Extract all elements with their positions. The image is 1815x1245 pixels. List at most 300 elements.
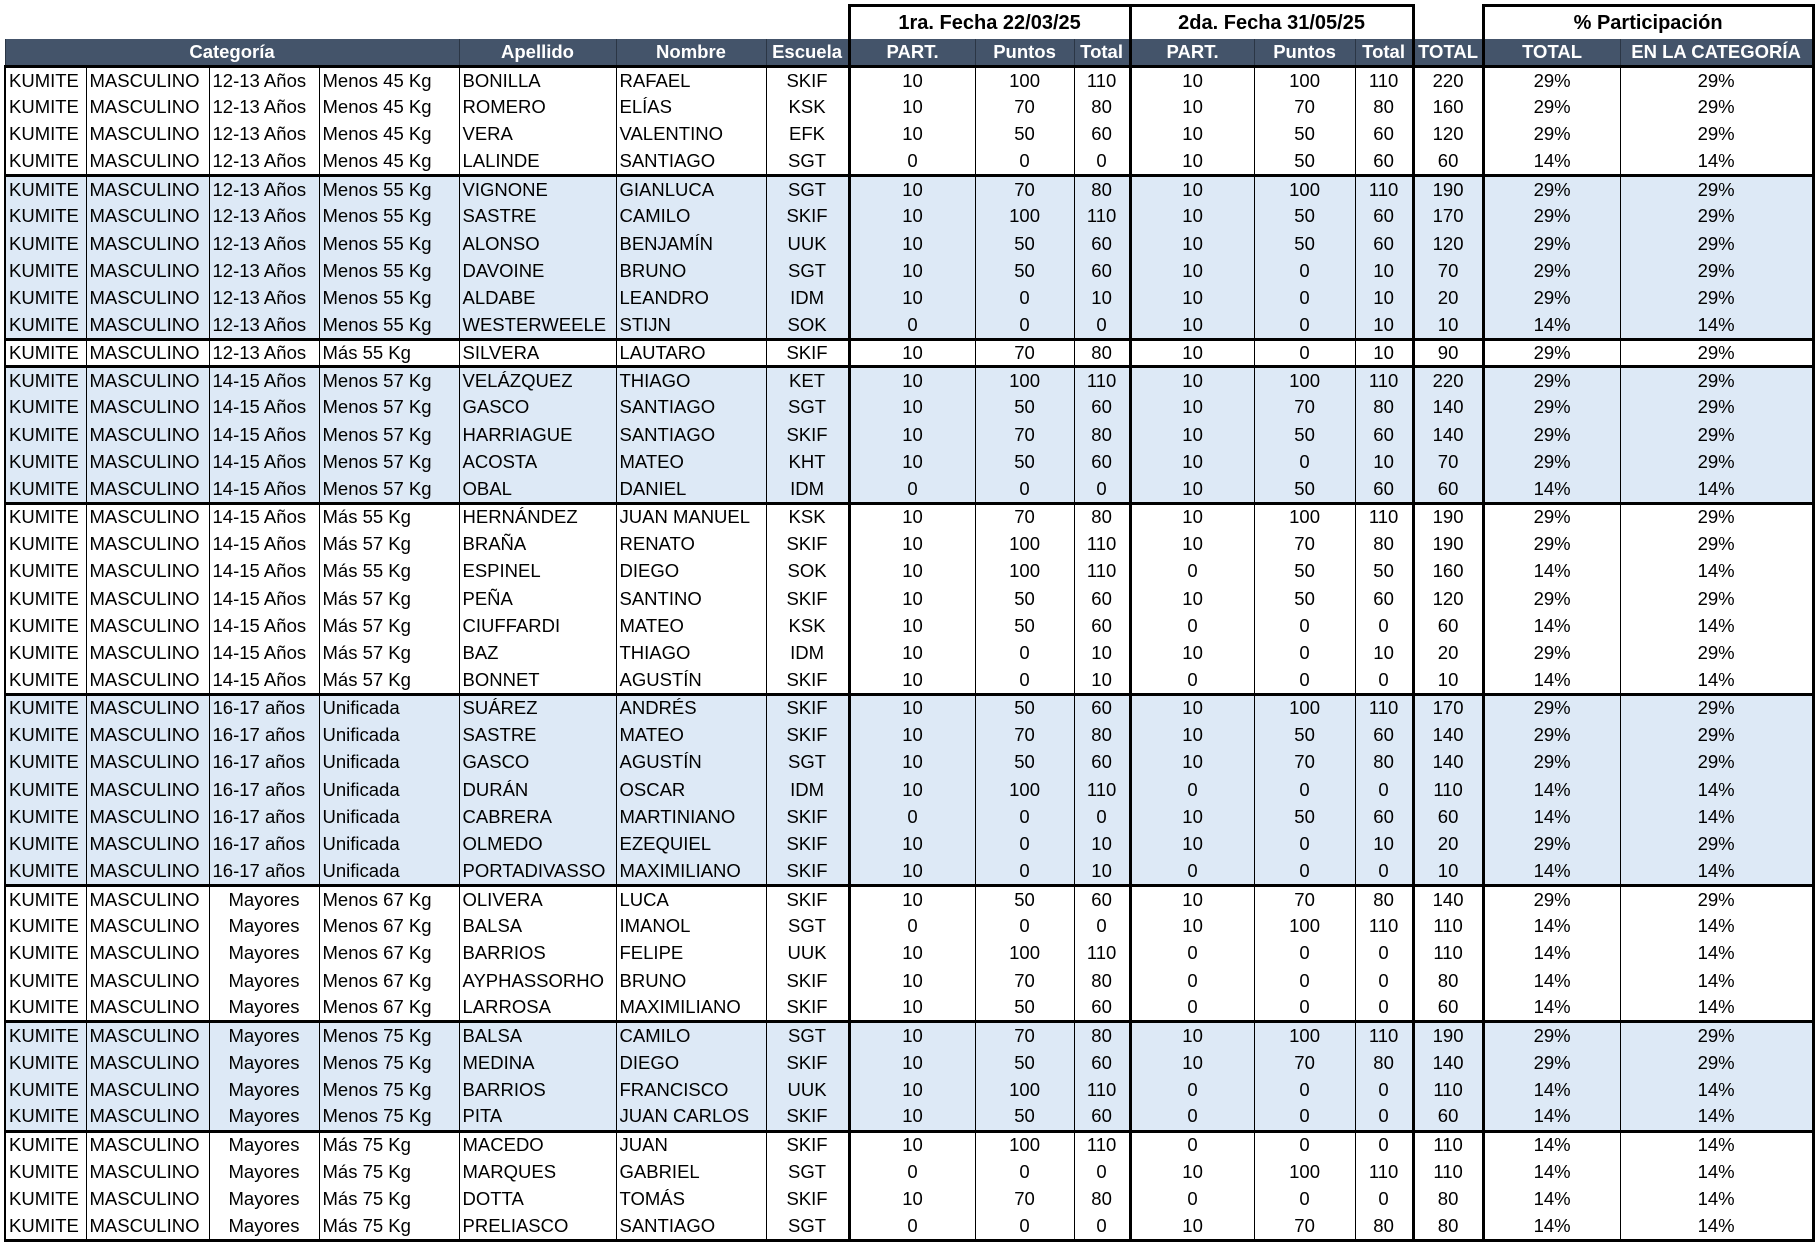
cell-modalidad[interactable]: KUMITE	[5, 1022, 86, 1049]
cell-edad[interactable]: 16-17 años	[209, 804, 319, 831]
cell-pct-categoria[interactable]: 29%	[1620, 831, 1813, 858]
cell-nombre[interactable]: LAUTARO	[616, 339, 766, 366]
cell-genero[interactable]: MASCULINO	[86, 1213, 209, 1240]
cell-apellido[interactable]: ESPINEL	[459, 558, 616, 585]
cell-pct-total[interactable]: 29%	[1483, 503, 1620, 530]
cell-total1[interactable]: 0	[1074, 148, 1130, 175]
cell-escuela[interactable]: UUK	[766, 230, 849, 257]
cell-peso[interactable]: Menos 75 Kg	[319, 1049, 459, 1076]
cell-escuela[interactable]: SKIF	[766, 339, 849, 366]
cell-total[interactable]: 190	[1413, 176, 1483, 203]
cell-escuela[interactable]: SOK	[766, 312, 849, 339]
cell-modalidad[interactable]: KUMITE	[5, 995, 86, 1022]
cell-modalidad[interactable]: KUMITE	[5, 694, 86, 721]
cell-escuela[interactable]: SKIF	[766, 885, 849, 912]
cell-genero[interactable]: MASCULINO	[86, 230, 209, 257]
cell-total[interactable]: 60	[1413, 612, 1483, 639]
cell-total[interactable]: 120	[1413, 121, 1483, 148]
col-escuela[interactable]: Escuela	[766, 39, 849, 67]
cell-puntos2[interactable]: 70	[1254, 885, 1355, 912]
cell-genero[interactable]: MASCULINO	[86, 285, 209, 312]
cell-total2[interactable]: 0	[1355, 1104, 1413, 1131]
cell-edad[interactable]: Mayores	[209, 1076, 319, 1103]
cell-total2[interactable]: 110	[1355, 367, 1413, 394]
cell-part2[interactable]: 10	[1130, 285, 1254, 312]
cell-total2[interactable]: 0	[1355, 858, 1413, 885]
cell-genero[interactable]: MASCULINO	[86, 640, 209, 667]
cell-puntos2[interactable]: 100	[1254, 367, 1355, 394]
cell-nombre[interactable]: JUAN	[616, 1131, 766, 1158]
cell-total1[interactable]: 60	[1074, 121, 1130, 148]
cell-pct-categoria[interactable]: 29%	[1620, 339, 1813, 366]
cell-pct-total[interactable]: 14%	[1483, 858, 1620, 885]
cell-escuela[interactable]: UUK	[766, 1076, 849, 1103]
cell-peso[interactable]: Más 55 Kg	[319, 558, 459, 585]
cell-genero[interactable]: MASCULINO	[86, 1022, 209, 1049]
cell-edad[interactable]: Mayores	[209, 1022, 319, 1049]
cell-pct-categoria[interactable]: 14%	[1620, 612, 1813, 639]
cell-total2[interactable]: 110	[1355, 1022, 1413, 1049]
cell-apellido[interactable]: BALSA	[459, 1022, 616, 1049]
cell-part2[interactable]: 10	[1130, 694, 1254, 721]
cell-peso[interactable]: Menos 67 Kg	[319, 913, 459, 940]
cell-total[interactable]: 140	[1413, 885, 1483, 912]
cell-pct-total[interactable]: 29%	[1483, 831, 1620, 858]
cell-part1[interactable]: 10	[849, 858, 975, 885]
cell-puntos1[interactable]: 50	[975, 1049, 1074, 1076]
cell-total1[interactable]: 110	[1074, 367, 1130, 394]
cell-genero[interactable]: MASCULINO	[86, 1186, 209, 1213]
cell-genero[interactable]: MASCULINO	[86, 421, 209, 448]
cell-pct-total[interactable]: 29%	[1483, 421, 1620, 448]
cell-nombre[interactable]: BRUNO	[616, 967, 766, 994]
cell-total1[interactable]: 80	[1074, 722, 1130, 749]
cell-peso[interactable]: Menos 75 Kg	[319, 1076, 459, 1103]
cell-apellido[interactable]: OBAL	[459, 476, 616, 503]
cell-escuela[interactable]: SKIF	[766, 667, 849, 694]
cell-modalidad[interactable]: KUMITE	[5, 749, 86, 776]
cell-nombre[interactable]: JUAN CARLOS	[616, 1104, 766, 1131]
cell-apellido[interactable]: ALDABE	[459, 285, 616, 312]
cell-edad[interactable]: 16-17 años	[209, 858, 319, 885]
cell-nombre[interactable]: SANTINO	[616, 585, 766, 612]
cell-puntos1[interactable]: 100	[975, 776, 1074, 803]
cell-part1[interactable]: 10	[849, 449, 975, 476]
cell-puntos2[interactable]: 0	[1254, 776, 1355, 803]
cell-escuela[interactable]: KSK	[766, 612, 849, 639]
cell-genero[interactable]: MASCULINO	[86, 121, 209, 148]
cell-genero[interactable]: MASCULINO	[86, 558, 209, 585]
cell-apellido[interactable]: PORTADIVASSO	[459, 858, 616, 885]
cell-genero[interactable]: MASCULINO	[86, 612, 209, 639]
cell-puntos1[interactable]: 100	[975, 1076, 1074, 1103]
cell-nombre[interactable]: EZEQUIEL	[616, 831, 766, 858]
cell-part1[interactable]: 10	[849, 1049, 975, 1076]
cell-escuela[interactable]: UUK	[766, 940, 849, 967]
cell-total2[interactable]: 0	[1355, 667, 1413, 694]
cell-puntos1[interactable]: 100	[975, 367, 1074, 394]
cell-edad[interactable]: 14-15 Años	[209, 667, 319, 694]
cell-total1[interactable]: 60	[1074, 612, 1130, 639]
cell-pct-total[interactable]: 29%	[1483, 885, 1620, 912]
cell-escuela[interactable]: KSK	[766, 94, 849, 121]
cell-genero[interactable]: MASCULINO	[86, 1131, 209, 1158]
cell-edad[interactable]: 12-13 Años	[209, 203, 319, 230]
cell-total1[interactable]: 60	[1074, 885, 1130, 912]
cell-total2[interactable]: 60	[1355, 230, 1413, 257]
cell-edad[interactable]: Mayores	[209, 940, 319, 967]
cell-total1[interactable]: 60	[1074, 585, 1130, 612]
cell-part1[interactable]: 10	[849, 121, 975, 148]
cell-apellido[interactable]: VELÁZQUEZ	[459, 367, 616, 394]
cell-modalidad[interactable]: KUMITE	[5, 503, 86, 530]
cell-total[interactable]: 60	[1413, 995, 1483, 1022]
cell-puntos2[interactable]: 0	[1254, 667, 1355, 694]
cell-nombre[interactable]: GIANLUCA	[616, 176, 766, 203]
cell-pct-categoria[interactable]: 29%	[1620, 285, 1813, 312]
cell-puntos1[interactable]: 50	[975, 121, 1074, 148]
cell-puntos1[interactable]: 0	[975, 1158, 1074, 1185]
cell-edad[interactable]: 14-15 Años	[209, 367, 319, 394]
cell-peso[interactable]: Menos 55 Kg	[319, 285, 459, 312]
cell-total2[interactable]: 60	[1355, 421, 1413, 448]
cell-apellido[interactable]: BARRIOS	[459, 1076, 616, 1103]
cell-part2[interactable]: 10	[1130, 531, 1254, 558]
cell-puntos1[interactable]: 0	[975, 667, 1074, 694]
cell-pct-total[interactable]: 29%	[1483, 531, 1620, 558]
cell-part2[interactable]: 10	[1130, 339, 1254, 366]
cell-puntos1[interactable]: 100	[975, 531, 1074, 558]
cell-puntos1[interactable]: 70	[975, 94, 1074, 121]
cell-total[interactable]: 110	[1413, 776, 1483, 803]
cell-part1[interactable]: 10	[849, 367, 975, 394]
cell-apellido[interactable]: LALINDE	[459, 148, 616, 175]
col-nombre[interactable]: Nombre	[616, 39, 766, 67]
cell-total1[interactable]: 60	[1074, 394, 1130, 421]
cell-part1[interactable]: 10	[849, 558, 975, 585]
cell-apellido[interactable]: SUÁREZ	[459, 694, 616, 721]
cell-total2[interactable]: 60	[1355, 476, 1413, 503]
cell-escuela[interactable]: SKIF	[766, 722, 849, 749]
cell-total2[interactable]: 60	[1355, 121, 1413, 148]
col-part2[interactable]: PART.	[1130, 39, 1254, 67]
cell-modalidad[interactable]: KUMITE	[5, 476, 86, 503]
cell-pct-categoria[interactable]: 14%	[1620, 1186, 1813, 1213]
cell-escuela[interactable]: SGT	[766, 749, 849, 776]
cell-genero[interactable]: MASCULINO	[86, 203, 209, 230]
cell-total2[interactable]: 60	[1355, 804, 1413, 831]
cell-part2[interactable]: 10	[1130, 1213, 1254, 1240]
cell-part1[interactable]: 10	[849, 885, 975, 912]
cell-total1[interactable]: 60	[1074, 449, 1130, 476]
cell-genero[interactable]: MASCULINO	[86, 1049, 209, 1076]
cell-pct-total[interactable]: 14%	[1483, 940, 1620, 967]
cell-nombre[interactable]: DIEGO	[616, 1049, 766, 1076]
cell-puntos1[interactable]: 50	[975, 585, 1074, 612]
cell-apellido[interactable]: HERNÁNDEZ	[459, 503, 616, 530]
cell-apellido[interactable]: DURÁN	[459, 776, 616, 803]
cell-escuela[interactable]: SKIF	[766, 203, 849, 230]
cell-part2[interactable]: 10	[1130, 176, 1254, 203]
cell-part1[interactable]: 10	[849, 203, 975, 230]
cell-total1[interactable]: 0	[1074, 913, 1130, 940]
cell-escuela[interactable]: SKIF	[766, 967, 849, 994]
cell-pct-total[interactable]: 29%	[1483, 1049, 1620, 1076]
cell-total1[interactable]: 10	[1074, 640, 1130, 667]
cell-modalidad[interactable]: KUMITE	[5, 394, 86, 421]
cell-nombre[interactable]: SANTIAGO	[616, 421, 766, 448]
cell-genero[interactable]: MASCULINO	[86, 449, 209, 476]
col-pct-total[interactable]: TOTAL	[1483, 39, 1620, 67]
cell-nombre[interactable]: STIJN	[616, 312, 766, 339]
cell-total[interactable]: 110	[1413, 940, 1483, 967]
cell-part2[interactable]: 0	[1130, 558, 1254, 585]
cell-pct-total[interactable]: 29%	[1483, 94, 1620, 121]
cell-puntos2[interactable]: 0	[1254, 258, 1355, 285]
cell-total1[interactable]: 80	[1074, 503, 1130, 530]
cell-peso[interactable]: Menos 67 Kg	[319, 967, 459, 994]
cell-total[interactable]: 20	[1413, 831, 1483, 858]
cell-pct-categoria[interactable]: 14%	[1620, 148, 1813, 175]
cell-part1[interactable]: 10	[849, 694, 975, 721]
cell-part2[interactable]: 10	[1130, 230, 1254, 257]
cell-apellido[interactable]: ACOSTA	[459, 449, 616, 476]
col-categoria[interactable]: Categoría	[5, 39, 459, 67]
cell-total2[interactable]: 60	[1355, 148, 1413, 175]
cell-total[interactable]: 60	[1413, 1104, 1483, 1131]
cell-edad[interactable]: Mayores	[209, 1131, 319, 1158]
cell-pct-total[interactable]: 29%	[1483, 230, 1620, 257]
cell-part2[interactable]: 10	[1130, 121, 1254, 148]
cell-total2[interactable]: 60	[1355, 585, 1413, 612]
cell-total1[interactable]: 80	[1074, 967, 1130, 994]
cell-puntos1[interactable]: 70	[975, 1022, 1074, 1049]
cell-puntos1[interactable]: 70	[975, 503, 1074, 530]
cell-part2[interactable]: 0	[1130, 995, 1254, 1022]
cell-modalidad[interactable]: KUMITE	[5, 776, 86, 803]
cell-nombre[interactable]: RAFAEL	[616, 67, 766, 94]
cell-part1[interactable]: 10	[849, 94, 975, 121]
cell-part1[interactable]: 10	[849, 831, 975, 858]
cell-pct-total[interactable]: 14%	[1483, 913, 1620, 940]
cell-puntos1[interactable]: 0	[975, 148, 1074, 175]
cell-peso[interactable]: Menos 67 Kg	[319, 885, 459, 912]
cell-part1[interactable]: 10	[849, 285, 975, 312]
cell-total2[interactable]: 80	[1355, 749, 1413, 776]
cell-total2[interactable]: 10	[1355, 449, 1413, 476]
cell-edad[interactable]: 16-17 años	[209, 831, 319, 858]
cell-total1[interactable]: 110	[1074, 203, 1130, 230]
cell-pct-categoria[interactable]: 14%	[1620, 667, 1813, 694]
cell-modalidad[interactable]: KUMITE	[5, 558, 86, 585]
cell-pct-total[interactable]: 14%	[1483, 967, 1620, 994]
cell-part1[interactable]: 10	[849, 394, 975, 421]
cell-peso[interactable]: Menos 45 Kg	[319, 67, 459, 94]
cell-peso[interactable]: Unificada	[319, 749, 459, 776]
cell-nombre[interactable]: CAMILO	[616, 1022, 766, 1049]
cell-puntos1[interactable]: 50	[975, 694, 1074, 721]
cell-apellido[interactable]: PRELIASCO	[459, 1213, 616, 1240]
cell-total2[interactable]: 50	[1355, 558, 1413, 585]
cell-part2[interactable]: 0	[1130, 776, 1254, 803]
cell-total[interactable]: 120	[1413, 230, 1483, 257]
cell-genero[interactable]: MASCULINO	[86, 694, 209, 721]
cell-total[interactable]: 140	[1413, 421, 1483, 448]
cell-modalidad[interactable]: KUMITE	[5, 585, 86, 612]
cell-total1[interactable]: 80	[1074, 339, 1130, 366]
cell-genero[interactable]: MASCULINO	[86, 67, 209, 94]
cell-apellido[interactable]: LARROSA	[459, 995, 616, 1022]
cell-escuela[interactable]: KSK	[766, 503, 849, 530]
cell-pct-total[interactable]: 29%	[1483, 285, 1620, 312]
cell-modalidad[interactable]: KUMITE	[5, 667, 86, 694]
cell-edad[interactable]: 12-13 Años	[209, 67, 319, 94]
cell-part1[interactable]: 10	[849, 1131, 975, 1158]
cell-genero[interactable]: MASCULINO	[86, 804, 209, 831]
cell-apellido[interactable]: WESTERWEELE	[459, 312, 616, 339]
cell-total1[interactable]: 0	[1074, 1213, 1130, 1240]
cell-edad[interactable]: Mayores	[209, 967, 319, 994]
cell-peso[interactable]: Más 75 Kg	[319, 1158, 459, 1185]
cell-total[interactable]: 20	[1413, 285, 1483, 312]
cell-total2[interactable]: 10	[1355, 339, 1413, 366]
cell-edad[interactable]: 12-13 Años	[209, 339, 319, 366]
cell-escuela[interactable]: SKIF	[766, 694, 849, 721]
cell-peso[interactable]: Menos 57 Kg	[319, 394, 459, 421]
cell-total[interactable]: 70	[1413, 449, 1483, 476]
cell-pct-total[interactable]: 29%	[1483, 339, 1620, 366]
cell-nombre[interactable]: SANTIAGO	[616, 1213, 766, 1240]
cell-escuela[interactable]: SKIF	[766, 804, 849, 831]
cell-modalidad[interactable]: KUMITE	[5, 1158, 86, 1185]
cell-modalidad[interactable]: KUMITE	[5, 804, 86, 831]
cell-peso[interactable]: Más 57 Kg	[319, 531, 459, 558]
cell-peso[interactable]: Más 75 Kg	[319, 1131, 459, 1158]
cell-puntos2[interactable]: 0	[1254, 940, 1355, 967]
cell-pct-categoria[interactable]: 29%	[1620, 531, 1813, 558]
cell-part1[interactable]: 10	[849, 503, 975, 530]
cell-genero[interactable]: MASCULINO	[86, 176, 209, 203]
cell-part2[interactable]: 10	[1130, 749, 1254, 776]
cell-modalidad[interactable]: KUMITE	[5, 230, 86, 257]
cell-genero[interactable]: MASCULINO	[86, 258, 209, 285]
cell-escuela[interactable]: SKIF	[766, 1049, 849, 1076]
cell-total2[interactable]: 10	[1355, 285, 1413, 312]
cell-total2[interactable]: 10	[1355, 258, 1413, 285]
cell-modalidad[interactable]: KUMITE	[5, 1213, 86, 1240]
cell-puntos2[interactable]: 0	[1254, 285, 1355, 312]
cell-edad[interactable]: 16-17 años	[209, 749, 319, 776]
cell-part2[interactable]: 10	[1130, 1022, 1254, 1049]
cell-edad[interactable]: 12-13 Años	[209, 312, 319, 339]
cell-modalidad[interactable]: KUMITE	[5, 1186, 86, 1213]
cell-total1[interactable]: 60	[1074, 1049, 1130, 1076]
col-apellido[interactable]: Apellido	[459, 39, 616, 67]
cell-modalidad[interactable]: KUMITE	[5, 258, 86, 285]
cell-genero[interactable]: MASCULINO	[86, 776, 209, 803]
cell-total1[interactable]: 10	[1074, 858, 1130, 885]
cell-puntos1[interactable]: 100	[975, 203, 1074, 230]
cell-part2[interactable]: 10	[1130, 640, 1254, 667]
cell-escuela[interactable]: SGT	[766, 258, 849, 285]
cell-part2[interactable]: 10	[1130, 94, 1254, 121]
cell-peso[interactable]: Menos 57 Kg	[319, 367, 459, 394]
cell-peso[interactable]: Más 75 Kg	[319, 1213, 459, 1240]
cell-nombre[interactable]: THIAGO	[616, 640, 766, 667]
cell-puntos1[interactable]: 50	[975, 230, 1074, 257]
cell-puntos1[interactable]: 0	[975, 312, 1074, 339]
cell-part1[interactable]: 10	[849, 612, 975, 639]
cell-part1[interactable]: 10	[849, 1104, 975, 1131]
cell-puntos1[interactable]: 50	[975, 612, 1074, 639]
cell-part2[interactable]: 10	[1130, 421, 1254, 448]
cell-total2[interactable]: 60	[1355, 722, 1413, 749]
cell-total[interactable]: 160	[1413, 94, 1483, 121]
cell-total2[interactable]: 80	[1355, 531, 1413, 558]
cell-pct-total[interactable]: 14%	[1483, 558, 1620, 585]
cell-nombre[interactable]: OSCAR	[616, 776, 766, 803]
cell-genero[interactable]: MASCULINO	[86, 1104, 209, 1131]
cell-peso[interactable]: Más 55 Kg	[319, 503, 459, 530]
cell-peso[interactable]: Unificada	[319, 858, 459, 885]
cell-part1[interactable]: 10	[849, 176, 975, 203]
cell-pct-categoria[interactable]: 29%	[1620, 722, 1813, 749]
cell-pct-categoria[interactable]: 14%	[1620, 476, 1813, 503]
cell-pct-total[interactable]: 29%	[1483, 449, 1620, 476]
cell-apellido[interactable]: DOTTA	[459, 1186, 616, 1213]
col-part1[interactable]: PART.	[849, 39, 975, 67]
cell-puntos2[interactable]: 100	[1254, 1158, 1355, 1185]
cell-part1[interactable]: 10	[849, 1076, 975, 1103]
cell-part2[interactable]: 0	[1130, 858, 1254, 885]
cell-genero[interactable]: MASCULINO	[86, 967, 209, 994]
cell-peso[interactable]: Unificada	[319, 694, 459, 721]
cell-genero[interactable]: MASCULINO	[86, 885, 209, 912]
cell-part1[interactable]: 10	[849, 67, 975, 94]
cell-puntos2[interactable]: 0	[1254, 1104, 1355, 1131]
cell-apellido[interactable]: PITA	[459, 1104, 616, 1131]
cell-escuela[interactable]: SKIF	[766, 831, 849, 858]
cell-part2[interactable]: 10	[1130, 722, 1254, 749]
cell-part1[interactable]: 0	[849, 1158, 975, 1185]
cell-pct-total[interactable]: 14%	[1483, 776, 1620, 803]
cell-total2[interactable]: 0	[1355, 1131, 1413, 1158]
cell-total2[interactable]: 0	[1355, 967, 1413, 994]
cell-genero[interactable]: MASCULINO	[86, 367, 209, 394]
cell-genero[interactable]: MASCULINO	[86, 339, 209, 366]
cell-apellido[interactable]: MEDINA	[459, 1049, 616, 1076]
cell-nombre[interactable]: RENATO	[616, 531, 766, 558]
cell-edad[interactable]: 12-13 Años	[209, 148, 319, 175]
cell-peso[interactable]: Menos 57 Kg	[319, 449, 459, 476]
cell-nombre[interactable]: LEANDRO	[616, 285, 766, 312]
cell-peso[interactable]: Menos 57 Kg	[319, 421, 459, 448]
cell-puntos2[interactable]: 50	[1254, 148, 1355, 175]
cell-puntos2[interactable]: 70	[1254, 749, 1355, 776]
cell-apellido[interactable]: ROMERO	[459, 94, 616, 121]
cell-apellido[interactable]: AYPHASSORHO	[459, 967, 616, 994]
cell-total[interactable]: 110	[1413, 1076, 1483, 1103]
cell-edad[interactable]: 14-15 Años	[209, 531, 319, 558]
cell-pct-categoria[interactable]: 14%	[1620, 776, 1813, 803]
cell-part2[interactable]: 0	[1130, 940, 1254, 967]
cell-puntos2[interactable]: 0	[1254, 967, 1355, 994]
cell-pct-total[interactable]: 14%	[1483, 667, 1620, 694]
cell-total1[interactable]: 60	[1074, 1104, 1130, 1131]
cell-pct-total[interactable]: 29%	[1483, 1022, 1620, 1049]
cell-edad[interactable]: 12-13 Años	[209, 176, 319, 203]
cell-puntos2[interactable]: 100	[1254, 913, 1355, 940]
